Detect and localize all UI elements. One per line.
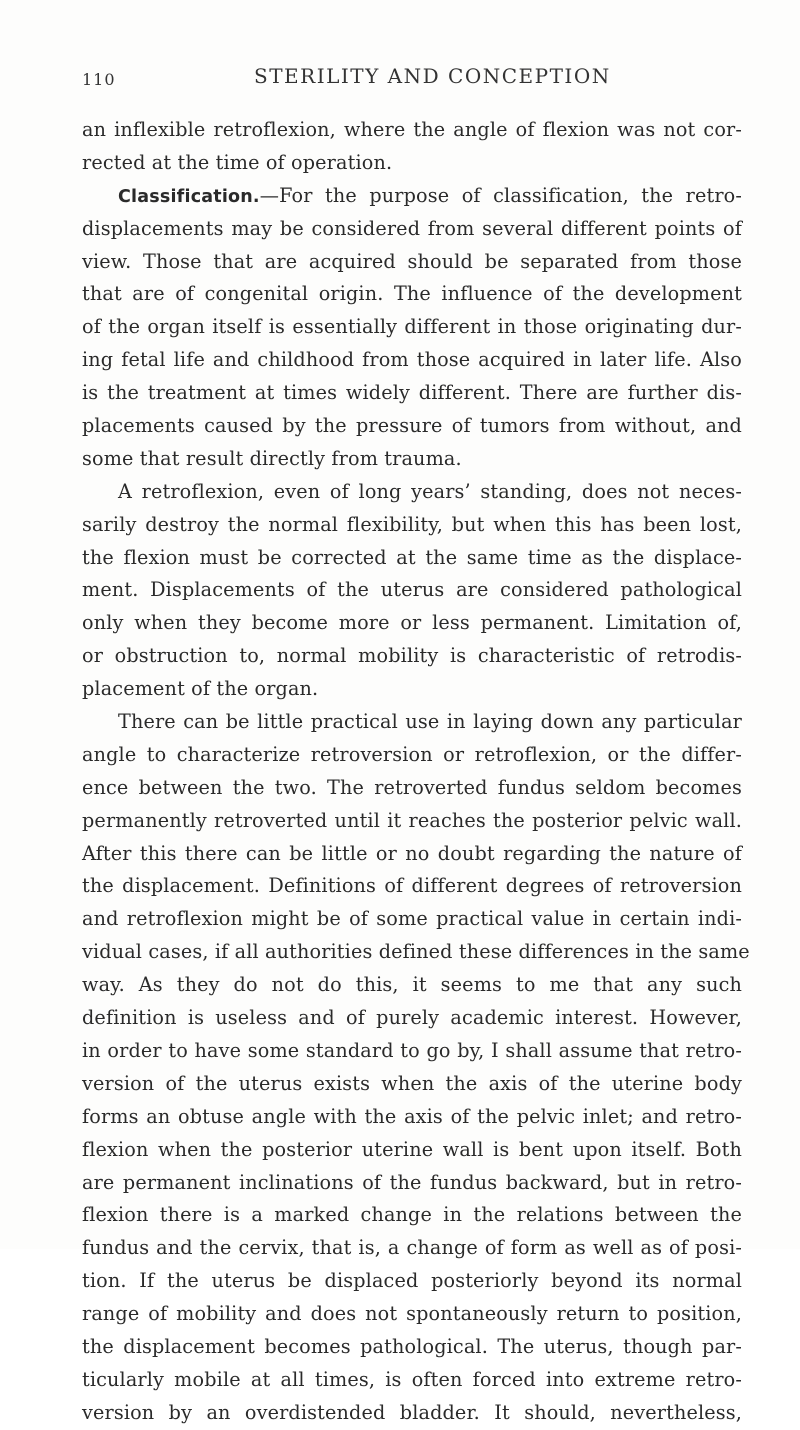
text-line: vidual cases, if all authorities defined these differences in the same (82, 940, 750, 964)
text-line: some that result directly from trauma. (82, 446, 462, 470)
text-line: view. Those that are acquired should be separated from those (82, 249, 742, 273)
text-line (82, 180, 742, 213)
text-line: There can be little practical use in laying down any particular (118, 710, 742, 734)
text-line: ticularly mobile at all times, is often forced into extreme retro- (82, 1367, 742, 1391)
text-line: tion. If the uterus be displaced posteriorly beyond its normal (82, 1269, 742, 1293)
text-line: ing fetal life and childhood from those acquired in later life. Also (82, 348, 742, 372)
text-line: After this there can be little or no doubt regarding the nature of (82, 841, 742, 865)
text-line: definition is useless and of purely academic interest. However, (82, 1006, 742, 1030)
text-line-fragment: —For the purpose of classification, the retro- (259, 183, 742, 207)
text-line: the displacement. Definitions of different degrees of retroversion (82, 874, 742, 898)
text-line: ence between the two. The retroverted fundus seldom becomes (82, 775, 742, 799)
text-line: angle to characterize retroversion or retroflexion, or the differ- (82, 742, 742, 766)
text-line: displacements may be considered from several different points of (82, 216, 742, 240)
text-line: are permanent inclinations of the fundus backward, but in retro- (82, 1170, 742, 1194)
text-line: the flexion must be corrected at the same time as the displace- (82, 545, 742, 569)
text-line: rected at the time of operation. (82, 150, 393, 174)
text-line: placement of the organ. (82, 677, 319, 701)
text-line: forms an obtuse angle with the axis of the pelvic inlet; and retro- (82, 1104, 742, 1128)
text-line: placements caused by the pressure of tumors from without, and (82, 414, 742, 438)
text-line: permanently retroverted until it reaches the posterior pelvic wall. (82, 808, 742, 832)
text-line: that are of congenital origin. The influence of the development (82, 282, 742, 306)
text-line: version of the uterus exists when the axis of the uterine body (82, 1071, 742, 1095)
text-line: ment. Displacements of the uterus are considered pathological (82, 578, 742, 602)
text-line: is the treatment at times widely different. There are further dis- (82, 381, 742, 405)
text-line: version by an overdistended bladder. It should, nevertheless, (82, 1400, 742, 1424)
section-heading: Classification. (118, 186, 260, 207)
text-line: sarily destroy the normal flexibility, but when this has been lost, (82, 512, 742, 536)
text-line: of the organ itself is essentially different in those originating dur- (82, 315, 742, 339)
page-number: 110 (82, 70, 116, 89)
text-line: range of mobility and does not spontaneously return to position, (82, 1302, 742, 1326)
text-line: the displacement becomes pathological. The uterus, though par- (82, 1334, 742, 1358)
text-line: and retroflexion might be of some practical value in certain indi- (82, 907, 742, 931)
running-head (82, 64, 742, 94)
text-line: or obstruction to, normal mobility is characteristic of retrodis- (82, 644, 742, 668)
text-line: A retroflexion, even of long years’ standing, does not neces- (118, 479, 742, 503)
text-line: flexion there is a marked change in the relations between the (82, 1203, 742, 1227)
text-line: in order to have some standard to go by, I shall assume that retro- (82, 1038, 742, 1062)
text-line: only when they become more or less permanent. Limitation of, (82, 611, 742, 635)
text-line: an inflexible retroflexion, where the angle of flexion was not cor- (82, 118, 742, 141)
text-line: fundus and the cervix, that is, a change of form as well as of posi- (82, 1236, 742, 1260)
body-text (82, 114, 750, 1430)
running-title: STERILITY AND CONCEPTION (254, 64, 611, 88)
text-line: flexion when the posterior uterine wall is bent upon itself. Both (82, 1137, 742, 1161)
text-line: way. As they do not do this, it seems to me that any such (82, 973, 742, 997)
